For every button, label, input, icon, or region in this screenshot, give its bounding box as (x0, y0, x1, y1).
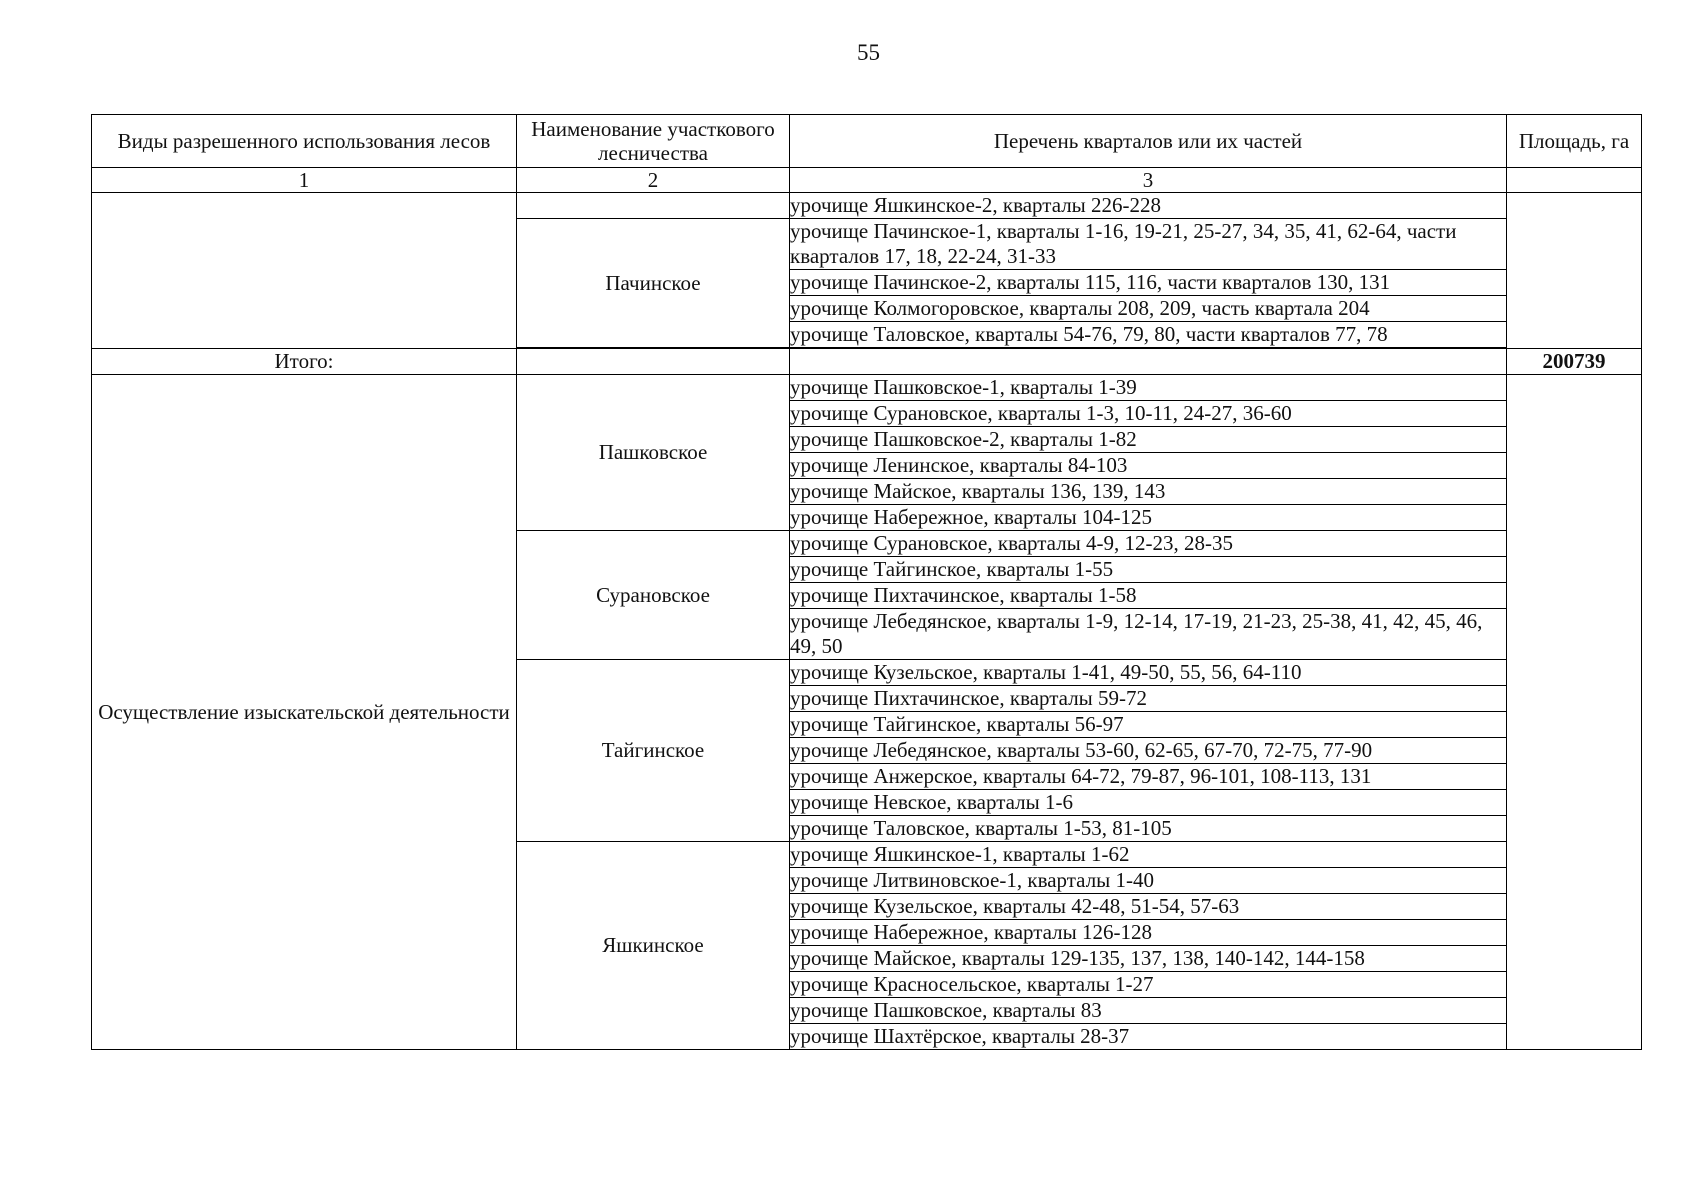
quarters-cell: урочище Яшкинское-1, кварталы 1-62 (790, 842, 1507, 868)
quarters-cell: урочище Колмогоровское, кварталы 208, 209, часть квартала 204 (790, 296, 1507, 322)
quarters-cell: урочище Пашковское-2, кварталы 1-82 (790, 427, 1507, 453)
quarters-cell: урочище Сурановское, кварталы 4-9, 12-23, 28-35 (790, 531, 1507, 557)
quarters-cell: урочище Пачинское-1, кварталы 1-16, 19-21, 25-27, 34, 35, 41, 62-64, части кварталов 17, 18, 22-24, 31-33 (790, 219, 1507, 270)
quarters-cell: урочище Лебедянское, кварталы 1-9, 12-14, 17-19, 21-23, 25-38, 41, 42, 45, 46, 49, 50 (790, 609, 1507, 660)
quarters-cell: урочище Набережное, кварталы 104-125 (790, 505, 1507, 531)
column-number (1507, 168, 1642, 193)
table-row (92, 193, 1642, 219)
total-row (92, 349, 1642, 375)
quarters-cell: урочище Кузельское, кварталы 42-48, 51-54, 57-63 (790, 894, 1507, 920)
column-number-row (92, 168, 1642, 193)
forestry-name: Яшкинское (517, 842, 790, 1050)
forest-use-table (91, 114, 1642, 1050)
quarters-cell: урочище Пашковское-1, кварталы 1-39 (790, 375, 1507, 401)
quarters-cell: урочище Лебедянское, кварталы 53-60, 62-65, 67-70, 72-75, 77-90 (790, 738, 1507, 764)
quarters-cell: урочище Ленинское, кварталы 84-103 (790, 453, 1507, 479)
quarters-cell: урочище Тайгинское, кварталы 56-97 (790, 712, 1507, 738)
header-use-type: Виды разрешенного использования лесов (92, 115, 517, 168)
quarters-cell: урочище Красносельское, кварталы 1-27 (790, 972, 1507, 998)
header-area: Площадь, га (1507, 115, 1642, 168)
column-number: 2 (517, 168, 790, 193)
quarters-cell: урочище Яшкинское-2, кварталы 226-228 (790, 193, 1507, 219)
use-type-cell (92, 193, 517, 349)
forestry-cell (517, 349, 790, 375)
page-number: 55 (857, 40, 880, 65)
quarters-cell: урочище Шахтёрское, кварталы 28-37 (790, 1024, 1507, 1050)
quarters-cell: урочище Таловское, кварталы 1-53, 81-105 (790, 816, 1507, 842)
quarters-cell: урочище Сурановское, кварталы 1-3, 10-11, 24-27, 36-60 (790, 401, 1507, 427)
total-value: 200739 (1507, 349, 1642, 375)
forestry-name: Пачинское (517, 219, 790, 348)
total-label: Итого: (92, 349, 517, 375)
area-cell (1507, 193, 1642, 349)
use-type-name: Осуществление изыскательской деятельности (92, 375, 517, 1050)
forestry-name: Тайгинское (517, 660, 790, 842)
column-number: 1 (92, 168, 517, 193)
column-number: 3 (790, 168, 1507, 193)
quarters-cell: урочище Набережное, кварталы 126-128 (790, 920, 1507, 946)
quarters-cell: урочище Анжерское, кварталы 64-72, 79-87, 96-101, 108-113, 131 (790, 764, 1507, 790)
forestry-cell (517, 193, 790, 219)
table-header-row (92, 115, 1642, 168)
forestry-name: Сурановское (517, 531, 790, 660)
quarters-cell: урочище Тайгинское, кварталы 1-55 (790, 557, 1507, 583)
quarters-cell: урочище Пашковское, кварталы 83 (790, 998, 1507, 1024)
header-quarters: Перечень кварталов или их частей (790, 115, 1507, 168)
quarters-cell: урочище Пачинское-2, кварталы 115, 116, части кварталов 130, 131 (790, 270, 1507, 296)
forestry-name: Пашковское (517, 375, 790, 531)
quarters-cell: урочище Майское, кварталы 136, 139, 143 (790, 479, 1507, 505)
quarters-cell: урочище Невское, кварталы 1-6 (790, 790, 1507, 816)
quarters-cell: урочище Литвиновское-1, кварталы 1-40 (790, 868, 1507, 894)
quarters-cell: урочище Пихтачинское, кварталы 1-58 (790, 583, 1507, 609)
quarters-cell: урочище Кузельское, кварталы 1-41, 49-50, 55, 56, 64-110 (790, 660, 1507, 686)
quarters-cell: урочище Майское, кварталы 129-135, 137, 138, 140-142, 144-158 (790, 946, 1507, 972)
quarters-cell (790, 349, 1507, 375)
quarters-cell: урочище Таловское, кварталы 54-76, 79, 80, части кварталов 77, 78 (790, 322, 1507, 348)
quarters-cell: урочище Пихтачинское, кварталы 59-72 (790, 686, 1507, 712)
header-forestry: Наименование участкового лесничества (517, 115, 790, 168)
table-row (92, 375, 1642, 401)
area-cell (1507, 375, 1642, 1050)
